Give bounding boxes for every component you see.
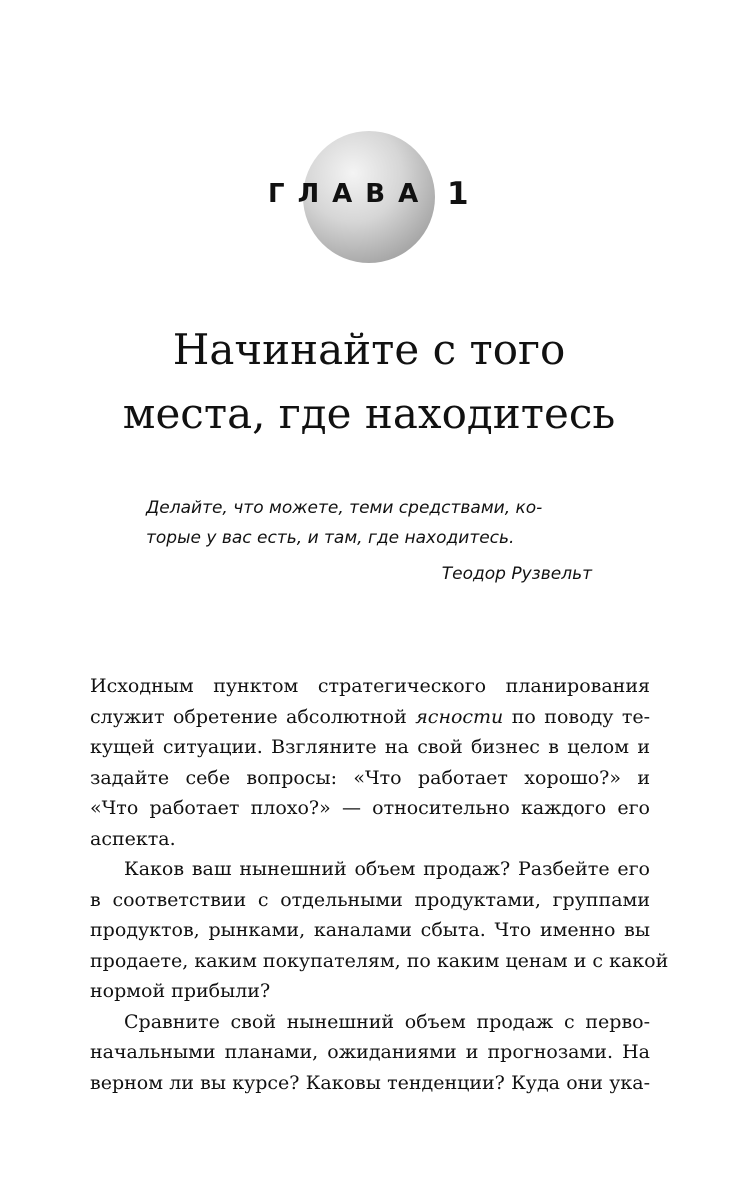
body-line — [90, 702, 650, 733]
epigraph — [146, 493, 592, 553]
body-line: аспекта. — [90, 827, 176, 850]
body-line: начальными планами, ожиданиями и прогнозами. На — [90, 1041, 650, 1063]
body-text — [90, 671, 669, 1098]
body-line: Сравните свой нынешний объем продаж с перво- — [124, 1010, 650, 1033]
body-text-run: служит обретение абсолютной — [90, 705, 416, 728]
body-line: нормой прибыли? — [90, 980, 271, 1002]
body-text-run: по поводу те- — [503, 705, 651, 728]
chapter-title — [60, 318, 678, 446]
body-line: продаете, каким покупателям, по каким ценам и с какой — [90, 949, 669, 972]
emphasized-word: ясности — [415, 705, 504, 728]
body-line: в соответствии с отдельными продуктами, группами — [90, 888, 650, 911]
body-line: «Что работает плохо?» — относительно каждого его — [90, 797, 650, 819]
body-line: Каков ваш нынешний объем продаж? Разбейте его — [124, 858, 650, 880]
body-line: задайте себе вопросы: «Что работает хорошо?» и — [90, 766, 650, 789]
chapter-title-line-1: Начинайте с того — [172, 325, 566, 374]
epigraph-line-1: Делайте, что можете, теми средствами, ко- — [146, 498, 543, 518]
epigraph-line-2: торые у вас есть, и там, где находитесь. — [146, 528, 515, 548]
chapter-number: 1 — [447, 176, 469, 212]
chapter-label: ГЛАВА — [268, 179, 432, 209]
body-line: кущей ситуации. Взгляните на свой бизнес в целом и — [90, 736, 650, 758]
body-line: верном ли вы курсе? Каковы тенденции? Куда они ука- — [90, 1071, 650, 1094]
body-line: Исходным пунктом стратегического планирования — [90, 675, 650, 697]
epigraph-author: Теодор Рузвельт — [441, 564, 592, 584]
chapter-title-line-2: места, где находитесь — [122, 389, 616, 438]
body-line: продуктов, рынками, каналами сбыта. Что именно вы — [90, 919, 650, 941]
